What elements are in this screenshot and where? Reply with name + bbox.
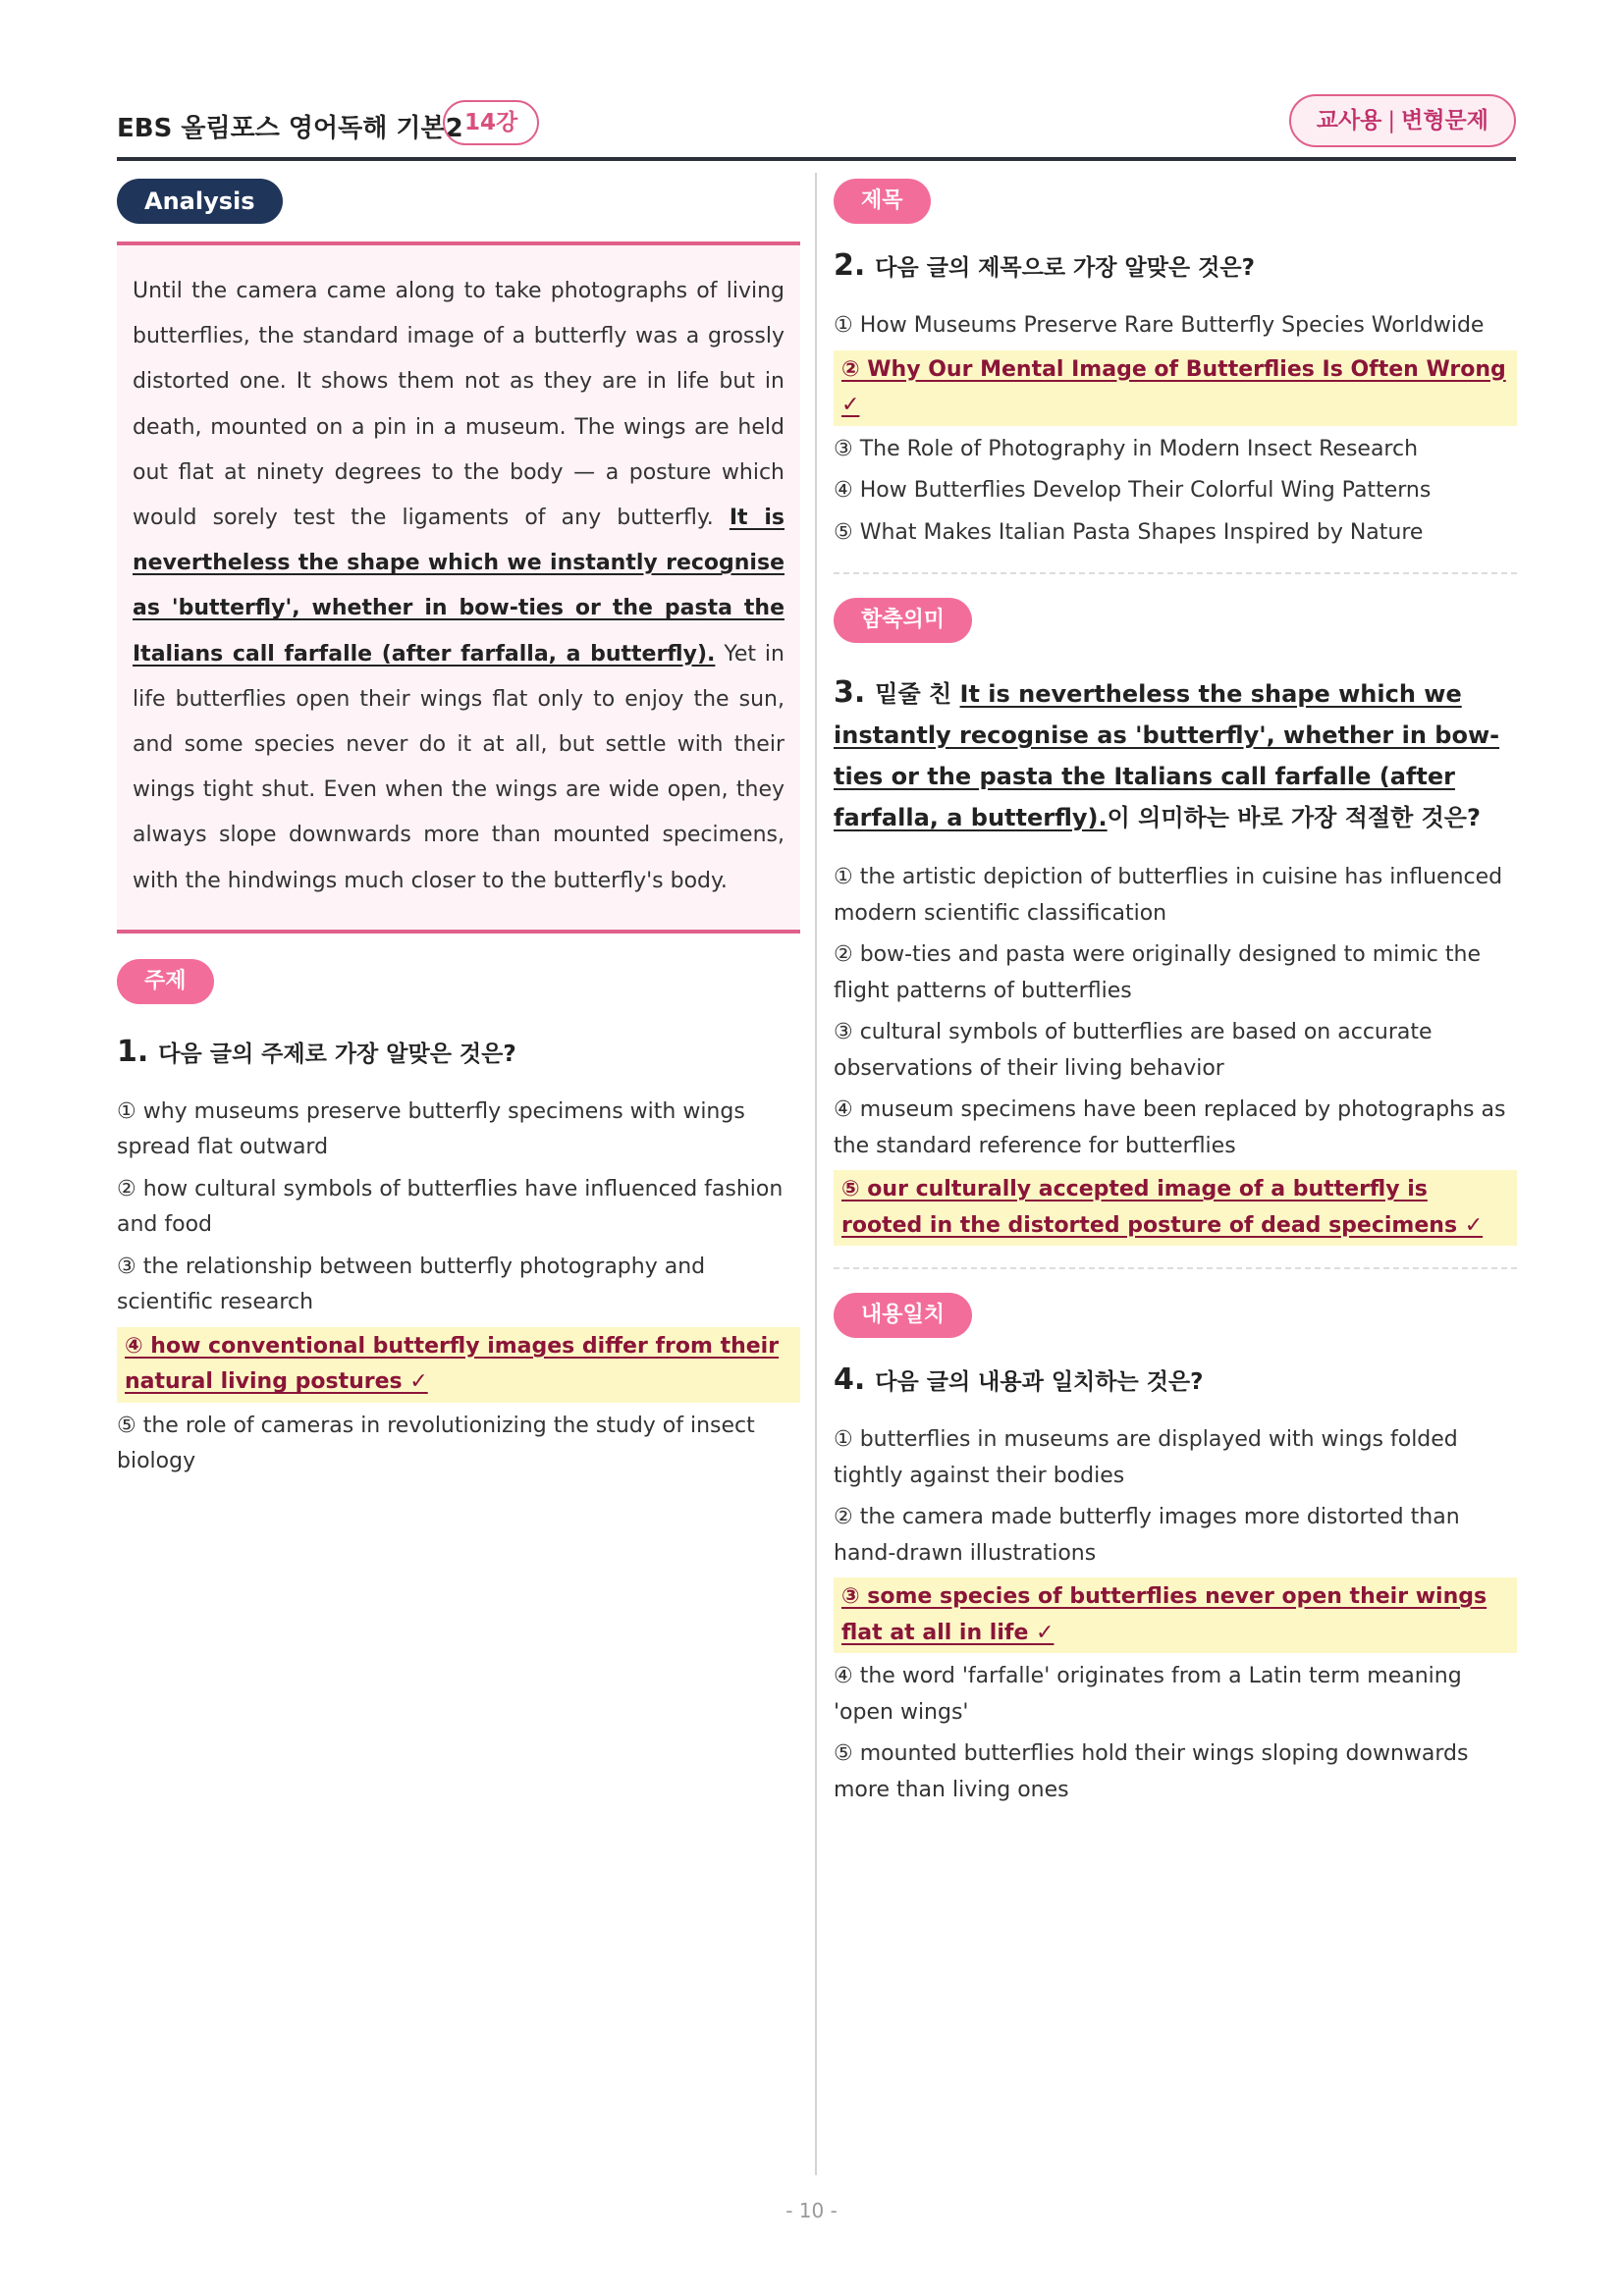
q3-question-underlined: It is nevertheless the shape which we instantly recognise as 'butterfly', whether in bow-ties or the pasta the Italians call farfalle (after farfalla, a butterfly). <box>834 680 1500 831</box>
q2-question-text: 다음 글의 제목으로 가장 알맞은 것은? <box>875 255 1255 281</box>
passage-text-after: Yet in life butterflies open their wings flat only to enjoy the sun, and some species never do it at all, but settle with their wings tight shut. Even when the wings are wide open, they always slope downwards more than mounted specimens, with the hindwings much closer to the butterfly's body. <box>133 641 784 893</box>
page-header <box>117 94 1516 161</box>
q2-option-2-correct: ② Why Our Mental Image of Butterflies Is Often Wrong ✓ <box>834 350 1517 426</box>
q4-question <box>834 1362 1517 1401</box>
q2-section <box>834 179 1517 551</box>
section-divider-1 <box>834 572 1517 574</box>
q1-option-4-correct: ④ how conventional butterfly images differ from their natural living postures ✓ <box>117 1327 800 1403</box>
q4-options <box>834 1422 1517 1808</box>
q1-section <box>117 959 800 1480</box>
q4-question-text: 다음 글의 내용과 일치하는 것은? <box>875 1369 1204 1395</box>
q2-number: 2. <box>834 248 866 283</box>
q2-option-5: ⑤ What Makes Italian Pasta Shapes Inspired by Nature <box>834 519 1424 545</box>
variant-label: 변형문제 <box>1401 108 1488 133</box>
q1-option-3: ③ the relationship between butterfly photography and scientific research <box>117 1254 706 1315</box>
analysis-label: Analysis <box>117 179 283 224</box>
q2-option-1: ① How Museums Preserve Rare Butterfly Species Worldwide <box>834 313 1485 338</box>
q1-number: 1. <box>117 1034 149 1069</box>
q1-option-2: ② how cultural symbols of butterflies have influenced fashion and food <box>117 1176 784 1238</box>
teacher-label: 교사용 <box>1316 108 1382 133</box>
q3-option-1: ① the artistic depiction of butterflies in cuisine has influenced modern scientific classification <box>834 865 1503 926</box>
q4-tag: 내용일치 <box>834 1293 972 1338</box>
book-title: EBS 올림포스 영어독해 기본2 <box>117 114 463 143</box>
q1-options <box>117 1095 800 1480</box>
column-divider <box>815 173 817 2175</box>
q3-section <box>834 598 1517 1246</box>
q1-tag: 주제 <box>117 959 214 1004</box>
left-column <box>117 179 800 1486</box>
q3-options <box>834 860 1517 1246</box>
badge-separator: | <box>1387 108 1396 133</box>
page-number: - 10 - <box>785 2199 838 2222</box>
q1-question-text: 다음 글의 주제로 가장 알맞은 것은? <box>158 1041 516 1067</box>
q3-tag: 함축의미 <box>834 598 972 643</box>
q4-option-4: ④ the word 'farfalle' originates from a Latin term meaning 'open wings' <box>834 1664 1462 1725</box>
q3-option-5-correct: ⑤ our culturally accepted image of a butterfly is rooted in the distorted posture of dead specimens ✓ <box>834 1170 1517 1246</box>
analysis-passage <box>117 241 800 934</box>
q4-section <box>834 1293 1517 1808</box>
q3-option-4: ④ museum specimens have been replaced by photographs as the standard reference for butterflies <box>834 1097 1506 1158</box>
q3-option-2: ② bow-ties and pasta were originally designed to mimic the flight patterns of butterflies <box>834 942 1482 1003</box>
lesson-badge: 14강 <box>443 100 539 145</box>
q3-number: 3. <box>834 675 866 710</box>
q2-option-4: ④ How Butterflies Develop Their Colorful Wing Patterns <box>834 478 1432 503</box>
q4-option-1: ① butterflies in museums are displayed with wings folded tightly against their bodies <box>834 1427 1458 1488</box>
q4-option-5: ⑤ mounted butterflies hold their wings sloping downwards more than living ones <box>834 1741 1469 1802</box>
q2-option-3: ③ The Role of Photography in Modern Insect Research <box>834 436 1419 461</box>
q3-option-3: ③ cultural symbols of butterflies are based on accurate observations of their living behavior <box>834 1020 1433 1081</box>
q4-option-2: ② the camera made butterfly images more distorted than hand-drawn illustrations <box>834 1505 1460 1566</box>
q3-question-suffix: 이 의미하는 바로 가장 적절한 것은? <box>1107 804 1481 831</box>
q3-question <box>834 672 1517 838</box>
q1-option-1: ① why museums preserve butterfly specimens with wings spread flat outward <box>117 1098 745 1160</box>
teacher-badge <box>1289 94 1516 147</box>
q2-options <box>834 308 1517 551</box>
q1-question <box>117 1034 800 1073</box>
q4-option-3-correct: ③ some species of butterflies never open their wings flat at all in life ✓ <box>834 1577 1517 1653</box>
right-column <box>834 179 1517 1814</box>
section-divider-2 <box>834 1267 1517 1269</box>
q1-option-5: ⑤ the role of cameras in revolutionizing the study of insect biology <box>117 1413 755 1474</box>
passage-underlined: It is nevertheless the shape which we instantly recognise as 'butterfly', whether in bow-ties or the pasta the Italians call farfalle (after farfalla, a butterfly). <box>133 506 784 667</box>
q2-question <box>834 247 1517 287</box>
q2-tag: 제목 <box>834 179 931 224</box>
q4-number: 4. <box>834 1362 866 1397</box>
passage-text-before: Until the camera came along to take photographs of living butterflies, the standard image of a butterfly was a grossly distorted one. It shows them not as they are in life but in death, mounted on a pin in a museum. The wings are held out flat at ninety degrees to the body — a posture which would sorely test the ligaments of any butterfly. <box>133 279 784 531</box>
q3-question-prefix: 밑줄 친 <box>875 680 960 708</box>
